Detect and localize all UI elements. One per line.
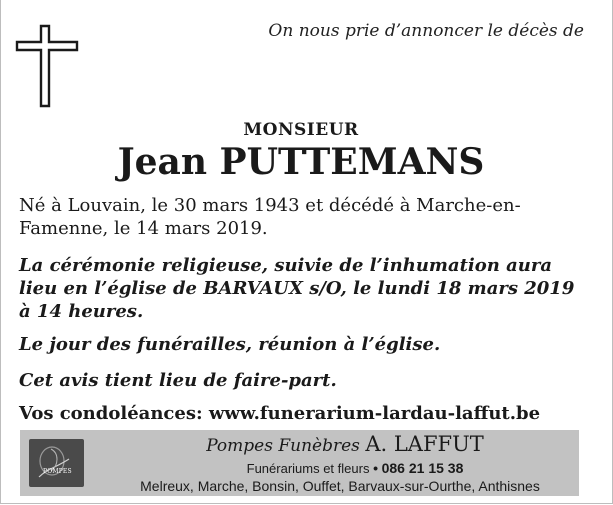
birth-death-info — [19, 194, 579, 240]
faire-part-note: Cet avis tient lieu de faire-part. — [19, 370, 337, 391]
funeral-day-info: Le jour des funérailles, réunion à l’église. — [19, 334, 441, 355]
funeral-home-locations: Melreux, Marche, Bonsin, Ouffet, Barvaux-sur-Ourthe, Anthisnes — [140, 478, 540, 494]
funeral-home-banner — [20, 430, 579, 496]
logo-text: POMPES — [43, 468, 72, 475]
funeral-home-services — [170, 460, 540, 476]
company-name: A. LAFFUT — [365, 432, 484, 456]
phone-number[interactable]: 086 21 15 38 — [381, 460, 464, 476]
ceremony-line: La cérémonie religieuse, suivie de l’inhumation aura — [19, 255, 553, 276]
ceremony-info — [19, 254, 594, 323]
funeral-home-logo-icon — [29, 439, 84, 487]
deceased-name: Jean PUTTEMANS — [117, 141, 485, 183]
cross-icon — [15, 24, 81, 108]
honorific-title: MONSIEUR — [243, 120, 359, 140]
funeral-home-name — [180, 432, 510, 456]
condolences-link[interactable]: www.funerarium-lardau-laffut.be — [208, 403, 541, 424]
company-prefix: Pompes Funèbres — [206, 436, 360, 456]
announcement-intro: On nous prie d’annoncer le décès de — [268, 21, 584, 41]
ceremony-line: à 14 heures. — [19, 301, 144, 322]
condolences-line — [19, 402, 599, 425]
birth-death-line: Famenne, le 14 mars 2019. — [19, 218, 268, 239]
ceremony-line: lieu en l’église de BARVAUX s/O, le lundi 18 mars 2019 — [19, 278, 575, 299]
bullet-separator: • — [373, 460, 378, 476]
birth-death-line: Né à Louvain, le 30 mars 1943 et décédé à Marche-en- — [19, 195, 521, 216]
services-text: Funérariums et fleurs — [246, 461, 370, 476]
condolences-label: Vos condoléances: — [19, 403, 203, 424]
